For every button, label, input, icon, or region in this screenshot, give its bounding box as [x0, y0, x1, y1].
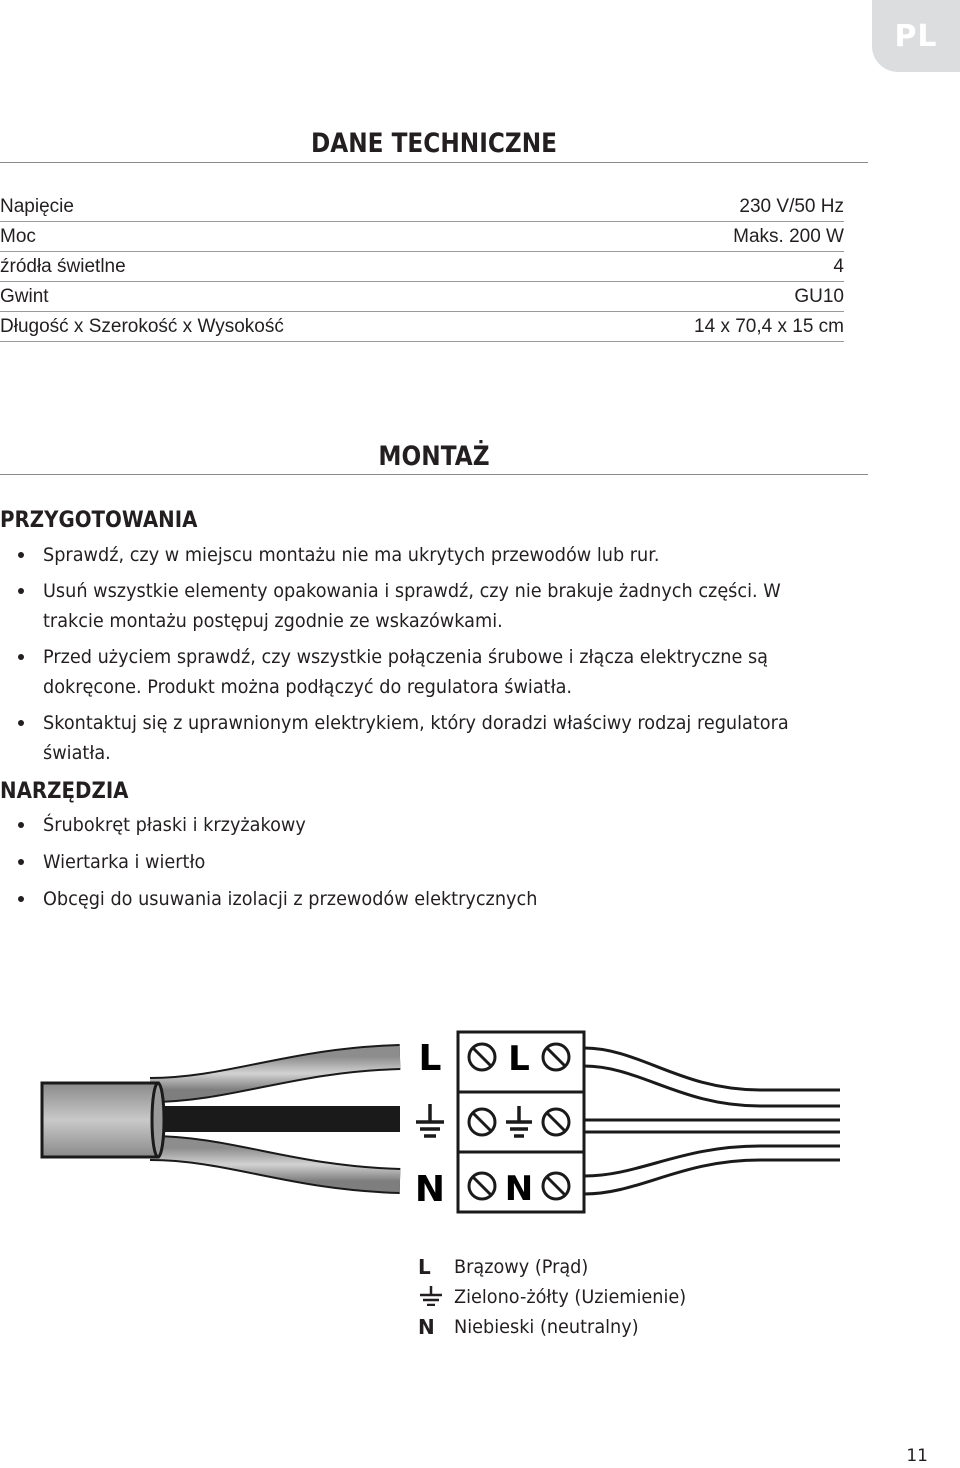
- spec-value: 4: [833, 256, 844, 277]
- wire-legend: [418, 1252, 704, 1342]
- terminal-block: [458, 1032, 584, 1212]
- block-neutral-label: N: [504, 1169, 534, 1209]
- screw-icon: [543, 1044, 569, 1070]
- earth-icon: [418, 1284, 444, 1306]
- spec-value: Maks. 200 W: [733, 226, 844, 247]
- spec-row: [0, 223, 844, 252]
- spec-label: źródła świetlne: [0, 256, 126, 277]
- spec-label: Gwint: [0, 286, 49, 307]
- list-item: Sprawdź, czy w miejscu montażu nie ma ukrytych przewodów lub rur.: [0, 540, 860, 570]
- wiring-diagram: [0, 1020, 960, 1240]
- list-item: Obcęgi do usuwania izolacji z przewodów elektrycznych: [0, 884, 860, 914]
- legend-row: [418, 1252, 704, 1282]
- list-item: Śrubokręt płaski i krzyżakowy: [0, 810, 860, 840]
- mounting-title: MONTAŻ: [378, 441, 490, 472]
- screw-icon: [469, 1173, 495, 1199]
- legend-text: Brązowy (Prąd): [454, 1256, 589, 1278]
- spec-row: [0, 253, 844, 282]
- screw-icon: [543, 1173, 569, 1199]
- neutral-label: N: [414, 1169, 446, 1210]
- spec-label: Napięcie: [0, 196, 74, 217]
- technical-data-title: DANE TECHNICZNE: [310, 128, 558, 159]
- divider: [0, 474, 868, 475]
- spec-value: 230 V/50 Hz: [739, 196, 844, 217]
- list-item: Wiertarka i wiertło: [0, 847, 860, 877]
- spec-row: [0, 193, 844, 222]
- screw-icon: [469, 1044, 495, 1070]
- cable-sheath: [42, 1083, 158, 1157]
- live-label: L: [418, 1038, 442, 1079]
- list-item: Usuń wszystkie elementy opakowania i sprawdź, czy nie brakuje żadnych części. W trakcie montażu postępuj zgodnie ze wskazówkami.: [0, 576, 860, 636]
- output-wires: [584, 1048, 840, 1194]
- spec-row: [0, 313, 844, 342]
- tools-heading: NARZĘDZIA: [0, 779, 129, 804]
- list-item: Przed użyciem sprawdź, czy wszystkie połączenia śrubowe i złącza elektryczne są dokręcone. Produkt można podłączyć do regulatora światła.: [0, 642, 860, 702]
- legend-text: Zielono-żółty (Uziemienie): [454, 1286, 687, 1308]
- block-live-label: L: [508, 1039, 530, 1079]
- legend-text: Niebieski (neutralny): [454, 1316, 639, 1338]
- screw-icon: [543, 1109, 569, 1135]
- legend-row: [418, 1282, 704, 1312]
- spec-label: Długość x Szerokość x Wysokość: [0, 316, 284, 337]
- page-number: 11: [906, 1446, 928, 1466]
- legend-symbol: N: [418, 1315, 435, 1339]
- spec-value: 14 x 70,4 x 15 cm: [694, 316, 844, 337]
- divider: [0, 162, 868, 163]
- spec-value: GU10: [794, 286, 844, 307]
- legend-row: [418, 1312, 704, 1342]
- earth-icon: [416, 1104, 444, 1136]
- list-item: Skontaktuj się z uprawnionym elektrykiem, który doradzi właściwy rodzaj regulatora światła.: [0, 708, 860, 768]
- spec-row: [0, 283, 844, 312]
- preparation-heading: PRZYGOTOWANIA: [0, 508, 198, 533]
- preparation-list: [0, 540, 860, 768]
- screw-icon: [469, 1109, 495, 1135]
- legend-symbol: L: [418, 1255, 431, 1279]
- tools-list: [0, 810, 860, 914]
- language-tab: PL: [872, 0, 960, 72]
- spec-label: Moc: [0, 226, 36, 247]
- cable-wires: [150, 1057, 400, 1181]
